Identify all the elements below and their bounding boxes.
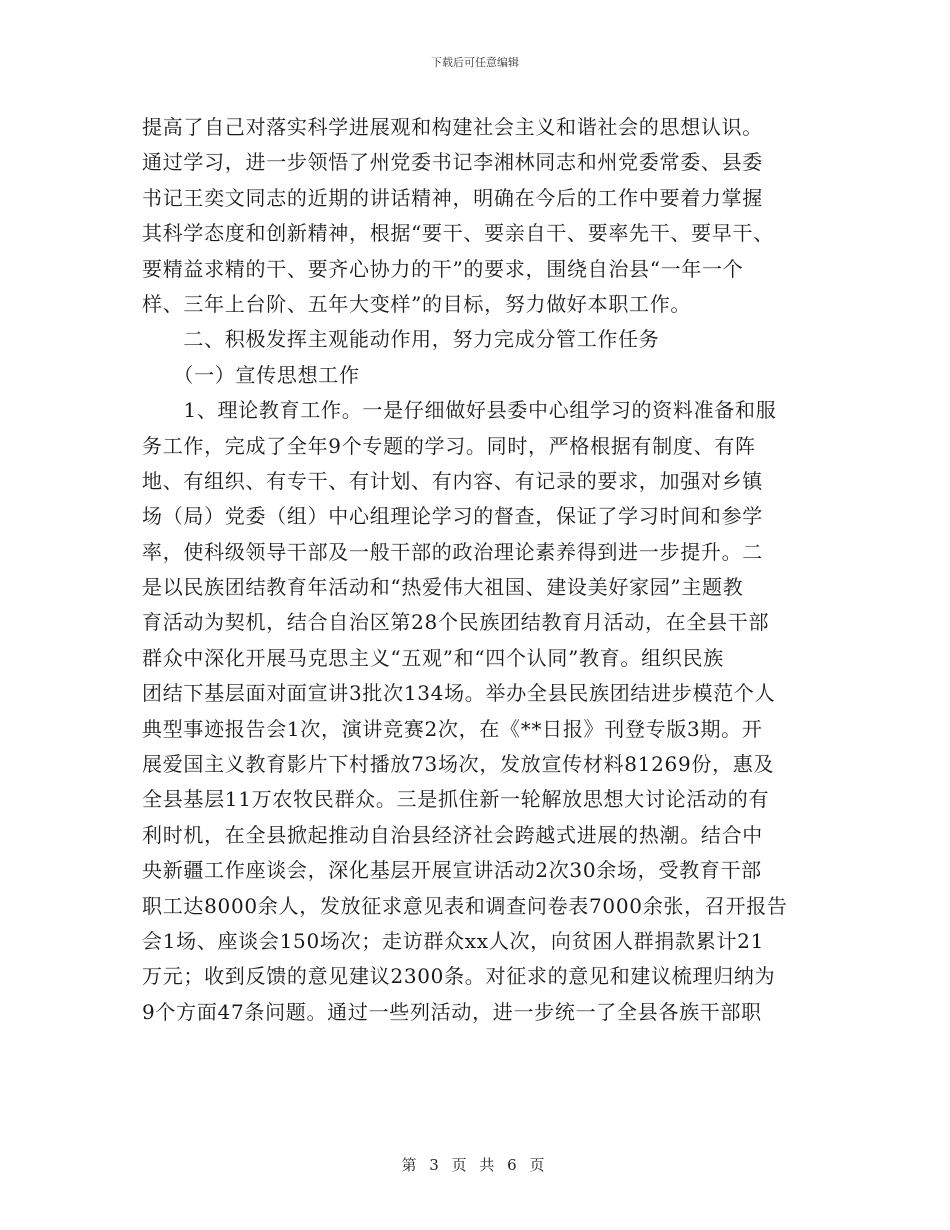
text-line: 展爱国主义教育影片下村播放73场次，发放宣传材料81269份，惠及 bbox=[142, 752, 775, 777]
text-line: 是以民族团结教育年活动和“热爱伟大祖国、建设美好家园”主题教 bbox=[142, 575, 744, 600]
page-number: 第 3 页 共 6 页 bbox=[401, 1156, 549, 1174]
text-line: 务工作，完成了全年9个专题的学习。同时，严格根据有制度、有阵 bbox=[142, 433, 756, 458]
text-line: 育活动为契机，结合自治区第28个民族团结教育月活动，在全县干部 bbox=[142, 610, 770, 635]
text-line: 场（局）党委（组）中心组理论学习的督查，保证了学习时间和参学 bbox=[142, 504, 763, 529]
text-line: 样、三年上台阶、五年大变样”的目标，努力做好本职工作。 bbox=[142, 291, 692, 316]
text-line: 1、理论教育工作。一是仔细做好县委中心组学习的资料准备和服 bbox=[142, 398, 777, 423]
subsection-heading: （一）宣传思想工作 bbox=[142, 362, 360, 387]
text-line: 书记王奕文同志的近期的讲话精神，明确在今后的工作中要着力掌握 bbox=[142, 185, 763, 210]
text-line: 率，使科级领导干部及一般干部的政治理论素养得到进一步提升。二 bbox=[142, 539, 763, 564]
document-body bbox=[142, 110, 812, 1030]
text-line: 团结下基层面对面宣讲3批次134场。举办全县民族团结进步模范个人 bbox=[142, 681, 776, 706]
text-line: 央新疆工作座谈会，深化基层开展宣讲活动2次30余场，受教育干部 bbox=[142, 858, 762, 883]
text-line: 利时机，在全县掀起推动自治县经济社会跨越式进展的热潮。结合中 bbox=[142, 822, 763, 847]
text-line: 万元；收到反馈的意见建议2300条。对征求的意见和建议梳理归纳为 bbox=[142, 964, 776, 989]
text-line: 会1场、座谈会150场次；走访群众xx人次，向贫困人群捐款累计21 bbox=[142, 928, 765, 953]
text-line: 要精益求精的干、要齐心协力的干”的要求，围绕自治县“一年一个 bbox=[142, 256, 744, 281]
text-line: 9个方面47条问题。通过一些列活动，进一步统一了全县各族干部职 bbox=[142, 999, 762, 1024]
text-line: 地、有组织、有专干、有计划、有内容、有记录的要求，加强对乡镇 bbox=[142, 468, 763, 493]
text-line: 职工达8000余人，发放征求意见表和调查问卷表7000余张，召开报告 bbox=[142, 893, 788, 918]
text-line: 群众中深化开展马克思主义“五观”和“四个认同”教育。组织民族 bbox=[142, 645, 724, 670]
text-line: 全县基层11万农牧民群众。三是抓住新一轮解放思想大讨论活动的有 bbox=[142, 787, 770, 812]
section-heading: 二、积极发挥主观能动作用，努力完成分管工作任务 bbox=[142, 327, 660, 352]
text-line: 通过学习，进一步领悟了州党委书记李湘林同志和州党委常委、县委 bbox=[142, 150, 763, 175]
text-line: 典型事迹报告会1次，演讲竞赛2次，在《**日报》刊登专版3期。开 bbox=[142, 716, 763, 741]
text-line: 其科学态度和创新精神，根据“要干、要亲自干、要率先干、要早干、 bbox=[142, 221, 774, 246]
page-header: 下载后可任意编辑 bbox=[431, 56, 519, 69]
text-line: 提高了自己对落实科学进展观和构建社会主义和谐社会的思想认识。 bbox=[142, 115, 763, 139]
